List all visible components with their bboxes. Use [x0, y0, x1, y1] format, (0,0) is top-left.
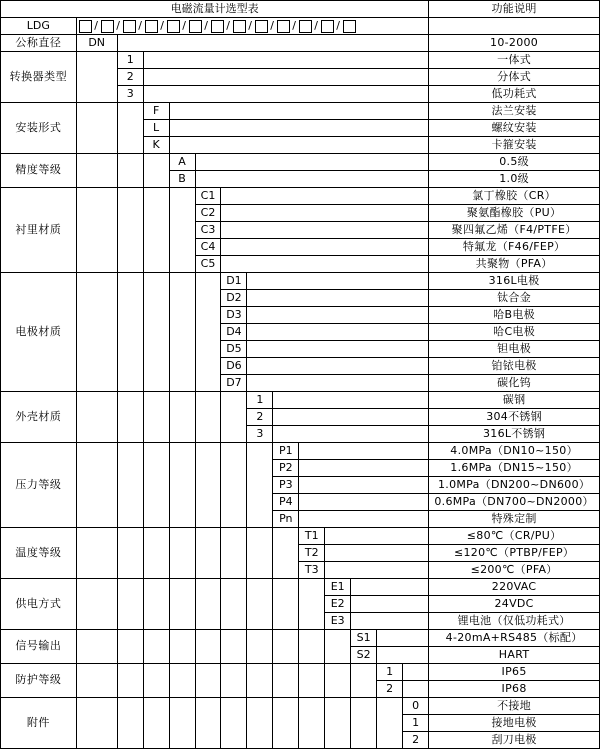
code-accessory-3[interactable]: 2	[403, 732, 429, 749]
table-row	[1, 154, 600, 171]
blank-cell	[247, 307, 429, 324]
blank-cell	[273, 664, 299, 698]
blank-cell	[325, 664, 351, 698]
blank-cell	[76, 698, 117, 749]
code-box[interactable]	[189, 20, 202, 33]
desc-electrode-4: 哈C电极	[429, 324, 600, 341]
blank-cell	[143, 52, 429, 69]
code-temperature-3[interactable]: T3	[299, 562, 325, 579]
code-box[interactable]	[211, 20, 224, 33]
blank-cell	[117, 664, 143, 698]
blank-cell	[377, 647, 429, 664]
blank-cell	[247, 375, 429, 392]
table-row	[1, 273, 600, 290]
blank-cell	[247, 341, 429, 358]
desc-pressure-4: 0.6MPa（DN700~DN2000）	[429, 494, 600, 511]
blank-cell	[247, 664, 273, 698]
blank-cell	[299, 630, 325, 664]
blank-cell	[76, 579, 117, 630]
code-install-type-2[interactable]: L	[143, 120, 169, 137]
blank-cell	[247, 358, 429, 375]
table-header-row	[1, 1, 600, 18]
code-box[interactable]	[167, 20, 180, 33]
blank-cell	[117, 273, 143, 392]
category-label-nominal-diameter: 公称直径	[1, 35, 77, 52]
code-signal-2[interactable]: S2	[351, 647, 377, 664]
blank-cell	[117, 579, 143, 630]
code-install-type-3[interactable]: K	[143, 137, 169, 154]
blank-cell	[195, 171, 429, 188]
blank-cell	[195, 630, 221, 664]
blank-cell	[325, 630, 351, 664]
blank-cell	[325, 528, 429, 545]
desc-electrode-2: 钛合金	[429, 290, 600, 307]
code-liner-1[interactable]: C1	[195, 188, 221, 205]
code-electrode-7[interactable]: D7	[221, 375, 247, 392]
blank-cell	[221, 664, 247, 698]
blank-cell	[247, 273, 429, 290]
blank-cell	[351, 664, 377, 698]
desc-temperature-1: ≤80℃（CR/PU）	[429, 528, 600, 545]
desc-liner-2: 聚氨酯橡胶（PU）	[429, 205, 600, 222]
code-converter-type-1[interactable]: 1	[117, 52, 143, 69]
desc-signal-2: HART	[429, 647, 600, 664]
blank-cell	[377, 630, 429, 647]
desc-housing-2: 304不锈钢	[429, 409, 600, 426]
desc-converter-type-2: 分体式	[429, 69, 600, 86]
category-label-temperature-rating: 温度等级	[1, 528, 77, 579]
code-accuracy-2[interactable]: B	[169, 171, 195, 188]
desc-accessory-3: 刮刀电极	[429, 732, 600, 749]
blank-cell	[195, 528, 221, 579]
code-box[interactable]	[233, 20, 246, 33]
code-box[interactable]	[123, 20, 136, 33]
blank-cell	[169, 103, 429, 120]
table-row	[1, 392, 600, 409]
code-accuracy-1[interactable]: A	[169, 154, 195, 171]
code-temperature-2[interactable]: T2	[299, 545, 325, 562]
blank-cell	[117, 528, 143, 579]
desc-protection-2: IP68	[429, 681, 600, 698]
code-housing-2[interactable]: 2	[247, 409, 273, 426]
code-box[interactable]	[343, 20, 356, 33]
blank-cell	[143, 188, 169, 273]
code-temperature-1[interactable]: T1	[299, 528, 325, 545]
desc-liner-1: 氯丁橡胶（CR）	[429, 188, 600, 205]
desc-accessory-2: 接地电极	[429, 715, 600, 732]
table-row	[1, 528, 600, 545]
desc-electrode-7: 碳化钨	[429, 375, 600, 392]
code-power-2[interactable]: E2	[325, 596, 351, 613]
blank-cell	[247, 579, 273, 630]
blank-cell	[273, 409, 429, 426]
code-protection-2[interactable]: 2	[377, 681, 403, 698]
code-box[interactable]	[255, 20, 268, 33]
function-column-header: 功能说明	[429, 1, 600, 18]
blank-cell	[169, 579, 195, 630]
category-label-signal-output: 信号输出	[1, 630, 77, 664]
blank-cell	[299, 698, 325, 749]
blank-cell	[76, 188, 117, 273]
category-label-accessories: 附件	[1, 698, 77, 749]
code-accessory-2[interactable]: 1	[403, 715, 429, 732]
blank-cell	[76, 443, 117, 528]
desc-housing-3: 316L不锈钢	[429, 426, 600, 443]
blank-cell	[143, 86, 429, 103]
code-liner-4[interactable]: C4	[195, 239, 221, 256]
blank-cell	[143, 273, 169, 392]
category-label-liner-material: 衬里材质	[1, 188, 77, 273]
table-row	[1, 52, 600, 69]
blank-cell	[143, 579, 169, 630]
code-dn[interactable]: DN	[76, 35, 117, 52]
table-title: 电磁流量计选型表	[1, 1, 429, 18]
blank-cell	[117, 698, 143, 749]
code-box[interactable]	[145, 20, 158, 33]
category-label-pressure-rating: 压力等级	[1, 443, 77, 528]
blank-cell	[247, 528, 273, 579]
desc-housing-1: 碳钢	[429, 392, 600, 409]
blank-cell	[143, 154, 169, 188]
desc-accessory-1: 不接地	[429, 698, 600, 715]
blank-cell	[195, 392, 221, 443]
code-signal-1[interactable]: S1	[351, 630, 377, 647]
blank-cell	[299, 443, 429, 460]
category-label-electrode-material: 电极材质	[1, 273, 77, 392]
blank-cell	[273, 630, 299, 664]
blank-cell	[247, 630, 273, 664]
code-electrode-2[interactable]: D2	[221, 290, 247, 307]
code-liner-5[interactable]: C5	[195, 256, 221, 273]
blank-cell	[377, 698, 403, 749]
table-row	[1, 698, 600, 715]
blank-cell	[76, 52, 117, 103]
blank-cell	[117, 103, 143, 154]
code-electrode-4[interactable]: D4	[221, 324, 247, 341]
blank-cell	[221, 205, 429, 222]
blank-cell	[76, 392, 117, 443]
desc-signal-1: 4-20mA+RS485（标配）	[429, 630, 600, 647]
blank-cell	[143, 630, 169, 664]
code-box[interactable]	[277, 20, 290, 33]
desc-power-1: 220VAC	[429, 579, 600, 596]
blank-cell	[247, 443, 273, 528]
desc-temperature-3: ≤200℃（PFA）	[429, 562, 600, 579]
blank-cell	[117, 35, 428, 52]
code-electrode-1[interactable]: D1	[221, 273, 247, 290]
blank-cell	[169, 137, 429, 154]
code-housing-1[interactable]: 1	[247, 392, 273, 409]
model-box-pattern: / / / / / / / / / / / /	[76, 18, 429, 35]
code-electrode-5[interactable]: D5	[221, 341, 247, 358]
blank-cell	[143, 392, 169, 443]
code-power-1[interactable]: E1	[325, 579, 351, 596]
blank-cell	[76, 273, 117, 392]
blank-cell	[76, 664, 117, 698]
desc-nominal-diameter: 10-2000	[429, 35, 600, 52]
code-box[interactable]	[79, 20, 92, 33]
code-pressure-4[interactable]: P4	[273, 494, 299, 511]
code-power-3[interactable]: E3	[325, 613, 351, 630]
blank-cell	[195, 664, 221, 698]
blank-cell	[169, 664, 195, 698]
blank-cell	[299, 494, 429, 511]
blank-cell	[195, 154, 429, 171]
category-label-converter-type: 转换器类型	[1, 52, 77, 103]
blank-cell	[403, 664, 429, 681]
blank-cell	[169, 392, 195, 443]
blank-cell	[169, 443, 195, 528]
table-row	[1, 630, 600, 647]
desc-liner-3: 聚四氟乙烯（F4/PTFE）	[429, 222, 600, 239]
blank-cell	[221, 698, 247, 749]
table-row	[1, 35, 600, 52]
blank-cell	[195, 698, 221, 749]
code-pressure-5[interactable]: Pn	[273, 511, 299, 528]
code-liner-3[interactable]: C3	[195, 222, 221, 239]
desc-pressure-1: 4.0MPa（DN10~150）	[429, 443, 600, 460]
code-electrode-3[interactable]: D3	[221, 307, 247, 324]
table-row	[1, 103, 600, 120]
blank-cell	[169, 630, 195, 664]
blank-cell	[273, 426, 429, 443]
desc-electrode-5: 钽电极	[429, 341, 600, 358]
blank-cell	[299, 460, 429, 477]
model-prefix: LDG	[1, 18, 77, 35]
blank-cell	[273, 392, 429, 409]
blank-cell	[76, 154, 117, 188]
code-pressure-1[interactable]: P1	[273, 443, 299, 460]
desc-pressure-3: 1.0MPa（DN200~DN600）	[429, 477, 600, 494]
code-electrode-6[interactable]: D6	[221, 358, 247, 375]
blank-cell	[169, 120, 429, 137]
desc-install-type-3: 卡箍安装	[429, 137, 600, 154]
table-body	[1, 1, 600, 749]
blank-cell	[221, 222, 429, 239]
code-box[interactable]	[101, 20, 114, 33]
code-converter-type-2[interactable]: 2	[117, 69, 143, 86]
desc-temperature-2: ≤120℃（PTBP/FEP）	[429, 545, 600, 562]
blank-cell	[117, 154, 143, 188]
table-row	[1, 443, 600, 460]
blank-cell	[221, 443, 247, 528]
desc-power-2: 24VDC	[429, 596, 600, 613]
desc-converter-type-3: 低功耗式	[429, 86, 600, 103]
code-housing-3[interactable]: 3	[247, 426, 273, 443]
code-accessory-1[interactable]: 0	[403, 698, 429, 715]
blank-cell	[76, 630, 117, 664]
blank-cell	[351, 596, 429, 613]
blank-cell	[117, 188, 143, 273]
blank-cell	[325, 562, 429, 579]
blank-cell	[143, 664, 169, 698]
blank-cell	[247, 324, 429, 341]
blank-cell	[299, 477, 429, 494]
blank-cell	[143, 528, 169, 579]
blank-cell	[76, 528, 117, 579]
table-row	[1, 188, 600, 205]
desc-install-type-2: 螺纹安装	[429, 120, 600, 137]
model-pattern-desc	[429, 18, 600, 35]
blank-cell	[76, 103, 117, 154]
desc-converter-type-1: 一体式	[429, 52, 600, 69]
blank-cell	[195, 443, 221, 528]
code-pressure-2[interactable]: P2	[273, 460, 299, 477]
desc-protection-1: IP65	[429, 664, 600, 681]
blank-cell	[351, 579, 429, 596]
code-box[interactable]	[299, 20, 312, 33]
blank-cell	[273, 528, 299, 579]
category-label-install-type: 安装形式	[1, 103, 77, 154]
desc-electrode-6: 铂铱电极	[429, 358, 600, 375]
category-label-power-supply: 供电方式	[1, 579, 77, 630]
category-label-protection-rating: 防护等级	[1, 664, 77, 698]
code-protection-1[interactable]: 1	[377, 664, 403, 681]
blank-cell	[143, 698, 169, 749]
blank-cell	[299, 664, 325, 698]
desc-accuracy-1: 0.5级	[429, 154, 600, 171]
blank-cell	[221, 528, 247, 579]
blank-cell	[403, 681, 429, 698]
blank-cell	[221, 630, 247, 664]
desc-electrode-1: 316L电极	[429, 273, 600, 290]
blank-cell	[351, 698, 377, 749]
code-pressure-3[interactable]: P3	[273, 477, 299, 494]
blank-cell	[221, 188, 429, 205]
category-label-accuracy: 精度等级	[1, 154, 77, 188]
blank-cell	[169, 698, 195, 749]
desc-power-3: 锂电池（仅低功耗式）	[429, 613, 600, 630]
desc-accuracy-2: 1.0级	[429, 171, 600, 188]
desc-liner-5: 共聚物（PFA）	[429, 256, 600, 273]
desc-electrode-3: 哈B电极	[429, 307, 600, 324]
desc-pressure-5: 特殊定制	[429, 511, 600, 528]
blank-cell	[117, 630, 143, 664]
blank-cell	[325, 545, 429, 562]
table-row	[1, 664, 600, 681]
code-converter-type-3[interactable]: 3	[117, 86, 143, 103]
code-install-type-1[interactable]: F	[143, 103, 169, 120]
blank-cell	[169, 273, 195, 392]
code-box[interactable]	[321, 20, 334, 33]
blank-cell	[299, 511, 429, 528]
blank-cell	[247, 290, 429, 307]
blank-cell	[299, 579, 325, 630]
blank-cell	[221, 239, 429, 256]
blank-cell	[143, 69, 429, 86]
blank-cell	[143, 443, 169, 528]
category-label-housing-material: 外壳材质	[1, 392, 77, 443]
blank-cell	[247, 698, 273, 749]
blank-cell	[325, 698, 351, 749]
blank-cell	[117, 392, 143, 443]
blank-cell	[273, 579, 299, 630]
blank-cell	[221, 392, 247, 443]
blank-cell	[221, 579, 247, 630]
desc-pressure-2: 1.6MPa（DN15~150）	[429, 460, 600, 477]
blank-cell	[351, 613, 429, 630]
blank-cell	[195, 273, 221, 392]
blank-cell	[221, 256, 429, 273]
table-row	[1, 579, 600, 596]
blank-cell	[117, 443, 143, 528]
desc-install-type-1: 法兰安装	[429, 103, 600, 120]
blank-cell	[273, 698, 299, 749]
blank-cell	[195, 579, 221, 630]
code-liner-2[interactable]: C2	[195, 205, 221, 222]
model-code-row	[1, 18, 600, 35]
desc-liner-4: 特氟龙（F46/FEP）	[429, 239, 600, 256]
blank-cell	[169, 188, 195, 273]
blank-cell	[169, 528, 195, 579]
